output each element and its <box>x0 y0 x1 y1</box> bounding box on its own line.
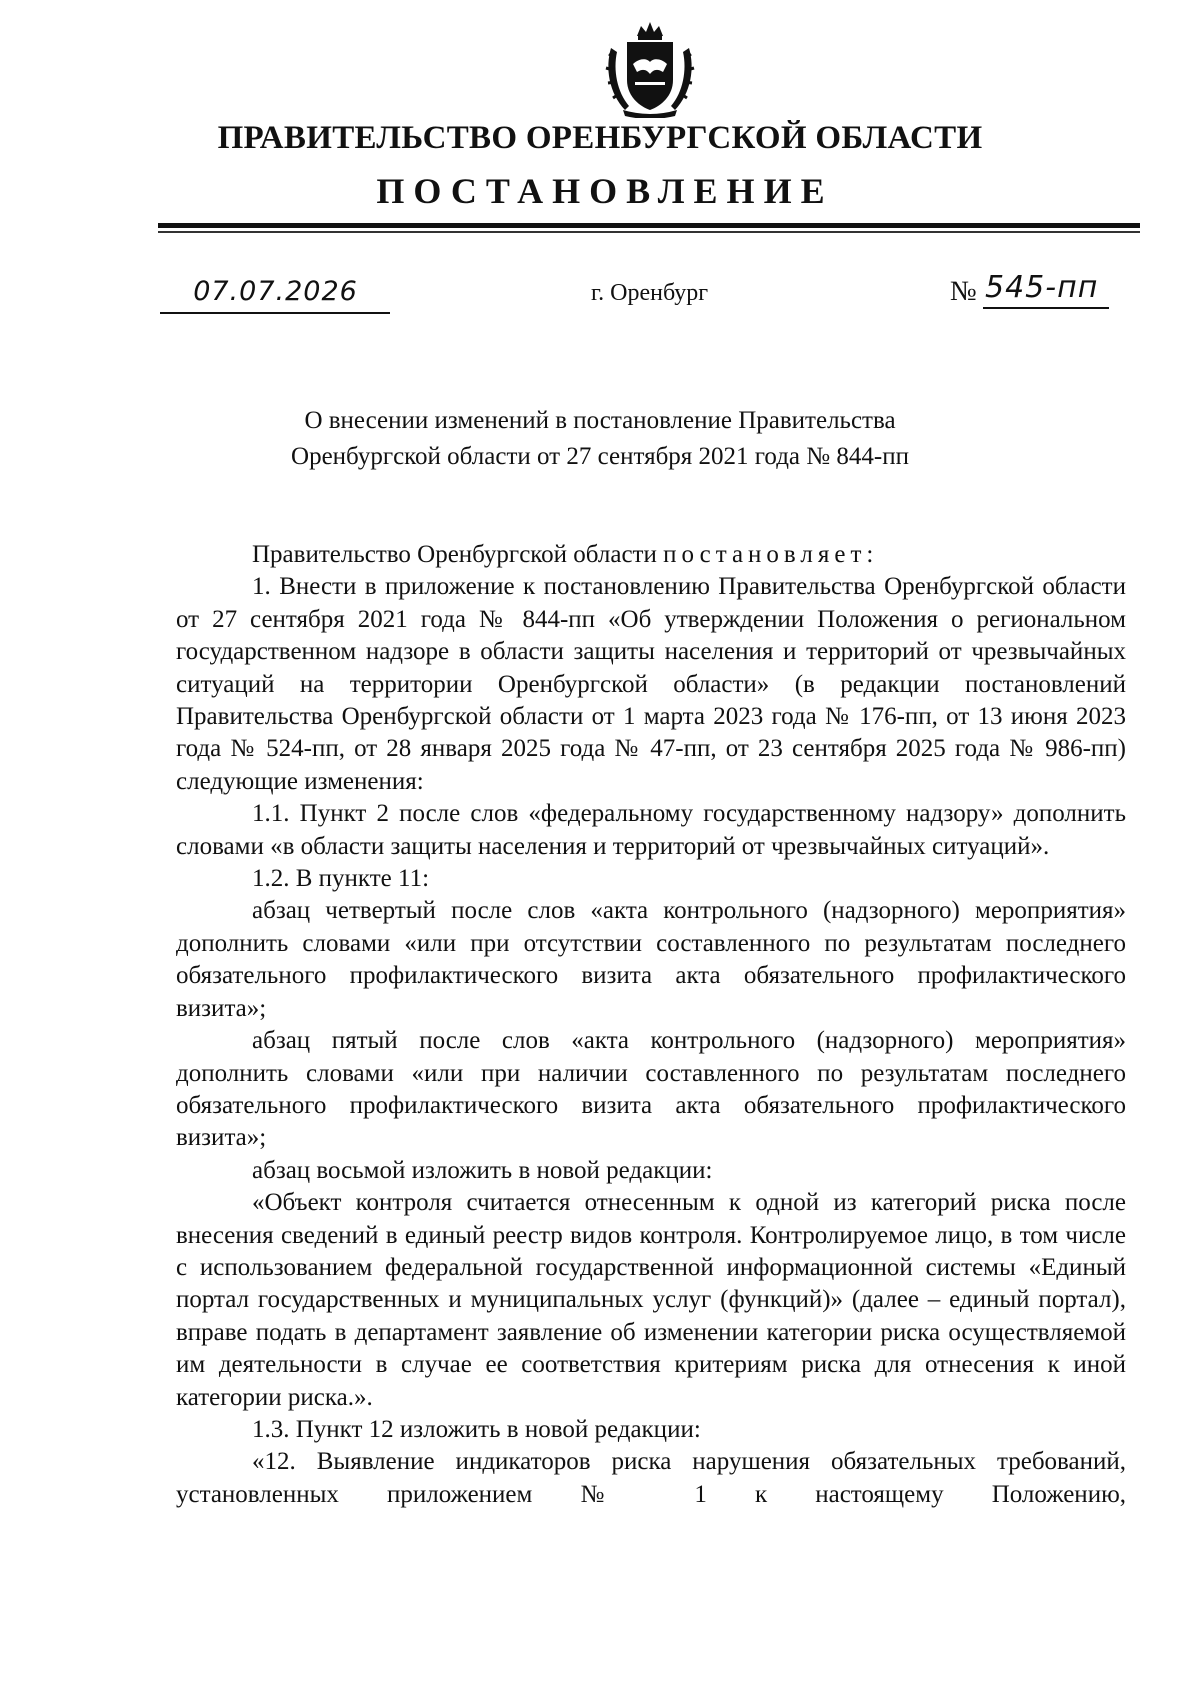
preamble-text: Правительство Оренбургской области <box>252 541 657 568</box>
document-city: г. Оренбург <box>591 280 709 306</box>
subject-line-1: О внесении изменений в постановление Правительства <box>304 407 896 434</box>
date-underline <box>160 312 390 314</box>
header-rule-thick <box>158 223 1140 228</box>
paragraph-1-2-a: абзац четвертый после слов «акта контрольного (надзорного) мероприятия» дополнить словами «или при отсутствии составленного по результатам последнего обязательного профилактического визита акта обязательного профилактического визита»; <box>176 897 1126 1022</box>
paragraph-1-3: 1.3. Пункт 12 изложить в новой редакции: <box>252 1415 701 1443</box>
government-title: ПРАВИТЕЛЬСТВО ОРЕНБУРГСКОЙ ОБЛАСТИ <box>217 120 983 156</box>
subject-line-2: Оренбургской области от 27 сентября 2021 года № 844-пп <box>291 443 909 470</box>
preamble-verb: постановляет: <box>663 541 879 568</box>
number-sign: № <box>950 276 977 307</box>
paragraph-1-2: 1.2. В пункте 11: <box>252 865 430 893</box>
paragraph-1-1: 1.1. Пункт 2 после слов «федеральному государственному надзору» дополнить словами «в области защиты населения и территорий от чрезвычайных ситуаций». <box>176 800 1126 860</box>
preamble-paragraph <box>176 539 1126 571</box>
document-date: 07.07.2026 <box>193 276 358 307</box>
coat-of-arms-emblem <box>603 18 697 118</box>
paragraph-1-2-c: абзац восьмой изложить в новой редакции: <box>252 1156 713 1184</box>
document-body <box>176 539 1126 1511</box>
header-rule-thin <box>158 231 1140 233</box>
number-underline <box>983 307 1109 309</box>
paragraph-12: «12. Выявление индикаторов риска нарушения обязательных требований, установленных приложением № 1 к настоящему Положению, <box>176 1448 1126 1508</box>
document-type-title: ПОСТАНОВЛЕНИЕ <box>376 171 834 211</box>
document-number: 545-пп <box>985 270 1099 305</box>
paragraph-1-2-b: абзац пятый после слов «акта контрольного (надзорного) мероприятия» дополнить словами «или при наличии составленного по результатам последнего обязательного профилактического визита акта обязательного профилактического визита»; <box>176 1027 1126 1152</box>
document-subject <box>0 403 1200 475</box>
paragraph-1-2-d: «Объект контроля считается отнесенным к одной из категорий риска после внесения сведений в единый реестр видов контроля. Контролируемое лицо, в том числе с использованием федеральной государственной информационной системы «Единый портал государственных и муниципальных услуг (функций)» (далее – единый портал), вправе подать в департамент заявление об изменении категории риска осуществляемой им деятельности в случае ее соответствия критериям риска для отнесения к иной категории риска.». <box>176 1189 1126 1411</box>
paragraph-1: 1. Внести в приложение к постановлению Правительства Оренбургской области от 27 сентября 2021 года № 844-пп «Об утверждении Положения о региональном государственном надзоре в области защиты населения и территорий от чрезвычайных ситуаций на территории Оренбургской области» (в редакции постановлений Правительства Оренбургской области от 1 марта 2023 года № 176-пп, от 13 июня 2023 года № 524-пп, от 28 января 2025 года № 47-пп, от 23 сентября 2025 года № 986-пп) следующие изменения: <box>176 573 1126 795</box>
